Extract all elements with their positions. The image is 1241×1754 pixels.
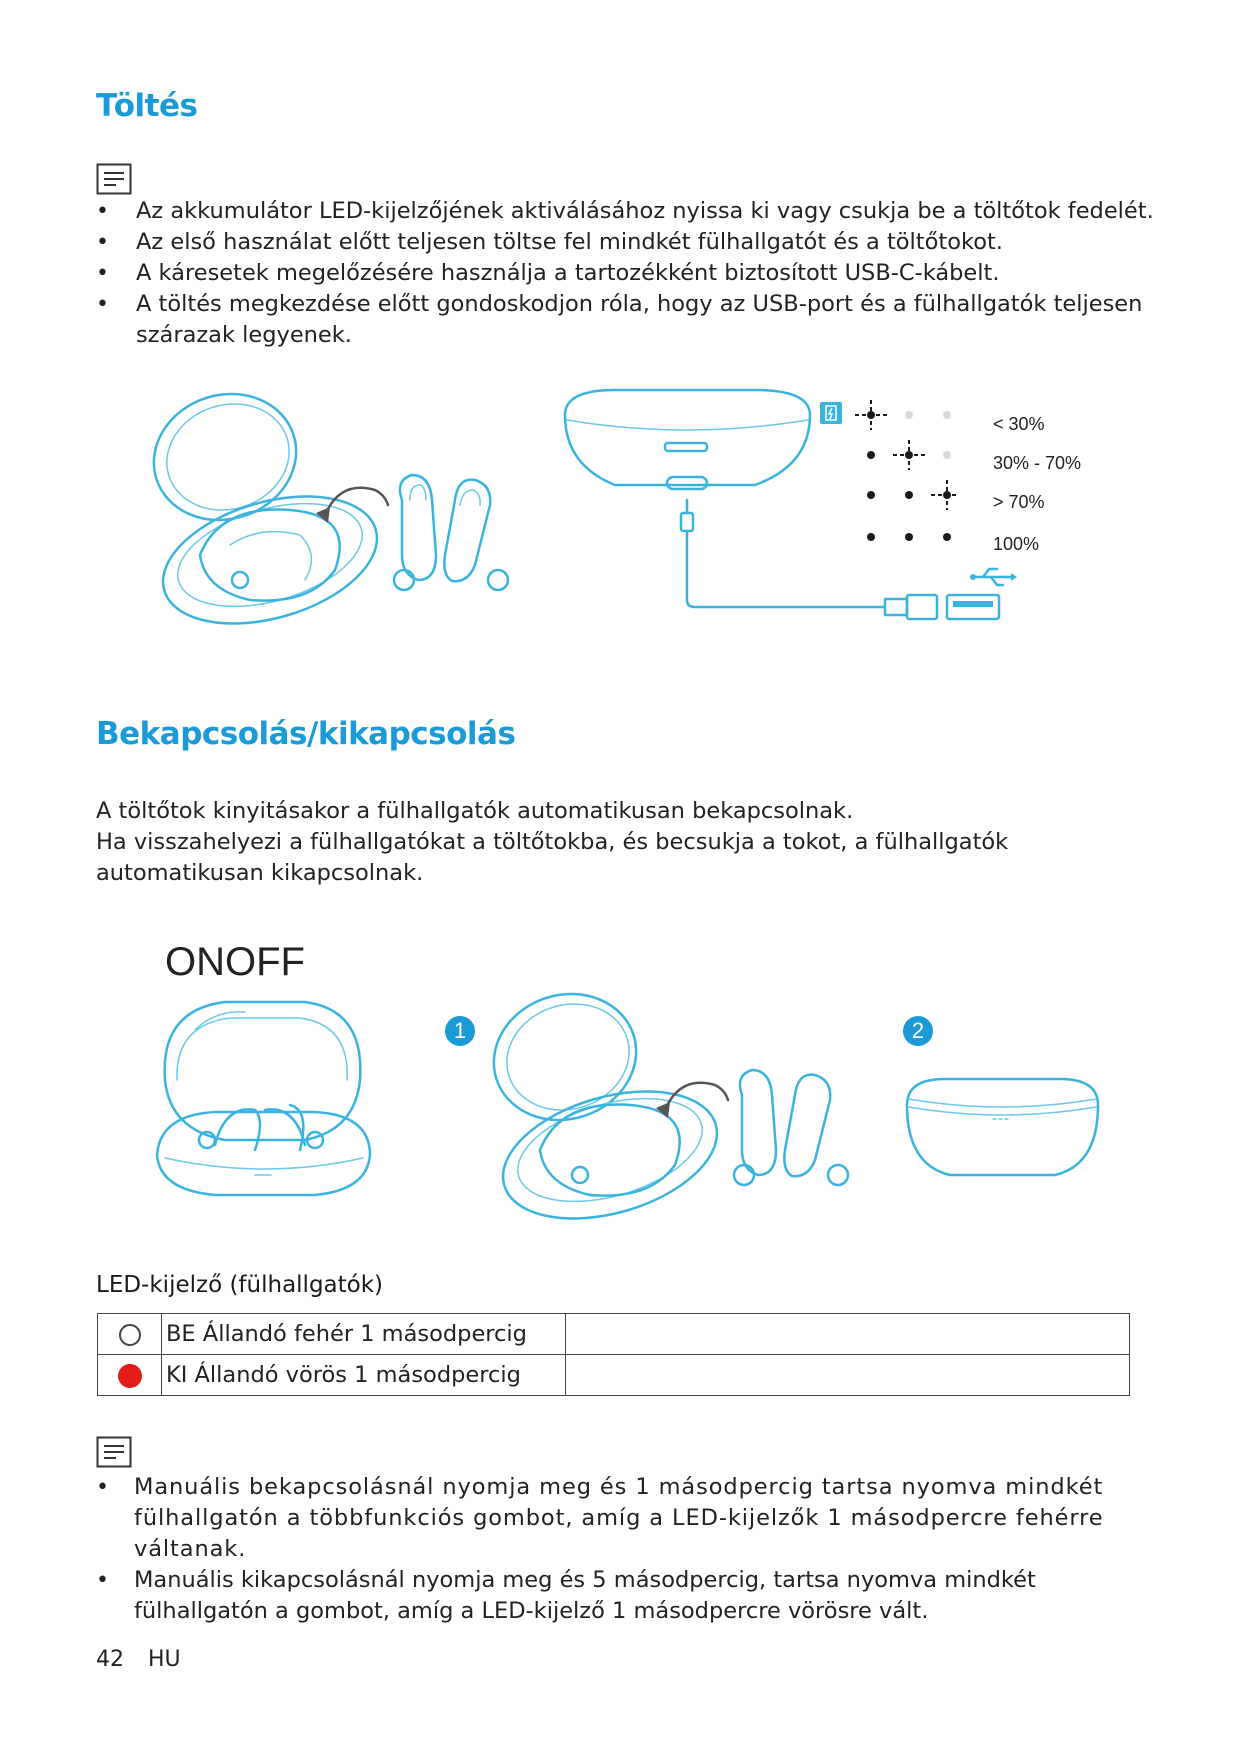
red-led-icon: [118, 1364, 142, 1388]
led-table-heading: LED-kijelző (fülhallgatók): [96, 1272, 384, 1298]
page-footer: [96, 1647, 205, 1672]
power-off-paragraph: Ha visszahelyezi a fülhallgatókat a töltőtokba, és becsukja a tokot, a fülhallgatók automatikusan kikapcsolnak.: [96, 829, 1009, 886]
step-1-badge: 1: [445, 1016, 475, 1046]
led-status-table: [97, 1313, 1130, 1396]
onoff-figure-title: ONOFF: [165, 940, 305, 984]
note-icon: [96, 1436, 132, 1468]
section-title-power: Bekapcsolás/kikapcsolás: [96, 716, 516, 752]
led-level-label: 30% - 70%: [993, 453, 1082, 473]
section-title-charging: Töltés: [96, 88, 198, 124]
led-white-cell: [98, 1314, 162, 1355]
open-case-earbuds-inside-illustration: [155, 990, 375, 1210]
table-row: [98, 1355, 1130, 1396]
note-icon: [96, 163, 132, 195]
charging-cable-illustration: [555, 385, 1045, 635]
led-off-text: KI Állandó vörös 1 másodpercig: [162, 1355, 566, 1396]
power-notes: [96, 1472, 1156, 1627]
page-number: 42: [96, 1647, 124, 1672]
led-level-label: > 70%: [993, 492, 1045, 512]
led-empty-cell: [566, 1355, 1130, 1396]
led-level-label: 100%: [993, 534, 1040, 554]
battery-led-indicator: [818, 400, 958, 560]
led-empty-cell: [566, 1314, 1130, 1355]
step-2-closed-case-illustration: [905, 1075, 1100, 1185]
led-level-label: < 30%: [993, 414, 1045, 434]
list-item: • A káresetek megelőzésére használja a tartozékként biztosított USB-C-kábelt.: [96, 258, 1166, 289]
open-case-earbuds-illustration: [140, 385, 520, 635]
white-led-icon: [119, 1324, 141, 1346]
power-on-paragraph: A töltőtok kinyitásakor a fülhallgatók automatikusan bekapcsolnak.: [96, 798, 854, 824]
step-2-badge: 2: [903, 1016, 933, 1046]
list-item: • Az első használat előtt teljesen töltse fel mindkét fülhallgatót és a töltőtokot.: [96, 227, 1166, 258]
led-red-cell: [98, 1355, 162, 1396]
charging-notes: [96, 196, 1166, 351]
step-1-illustration: [480, 985, 860, 1225]
list-item: • A töltés megkezdése előtt gondoskodjon róla, hogy az USB-port és a fülhallgatók teljesen szárazak legyenek.: [96, 289, 1166, 351]
list-item: • Manuális kikapcsolásnál nyomja meg és 5 másodpercig, tartsa nyomva mindkét fülhallgatón a gombot, amíg a LED-kijelző 1 másodpercre vörösre vált.: [96, 1565, 1156, 1627]
language-code: HU: [148, 1647, 181, 1672]
list-item: • Az akkumulátor LED-kijelzőjének aktiválásához nyissa ki vagy csukja be a töltőtok fedelét.: [96, 196, 1166, 227]
table-row: [98, 1314, 1130, 1355]
list-item: • Manuális bekapcsolásnál nyomja meg és 1 másodpercig tartsa nyomva mindkét fülhallgatón a többfunkciós gombot, amíg a LED-kijelzők 1 másodpercre fehérre váltanak.: [96, 1472, 1156, 1565]
led-on-text: BE Állandó fehér 1 másodpercig: [162, 1314, 566, 1355]
